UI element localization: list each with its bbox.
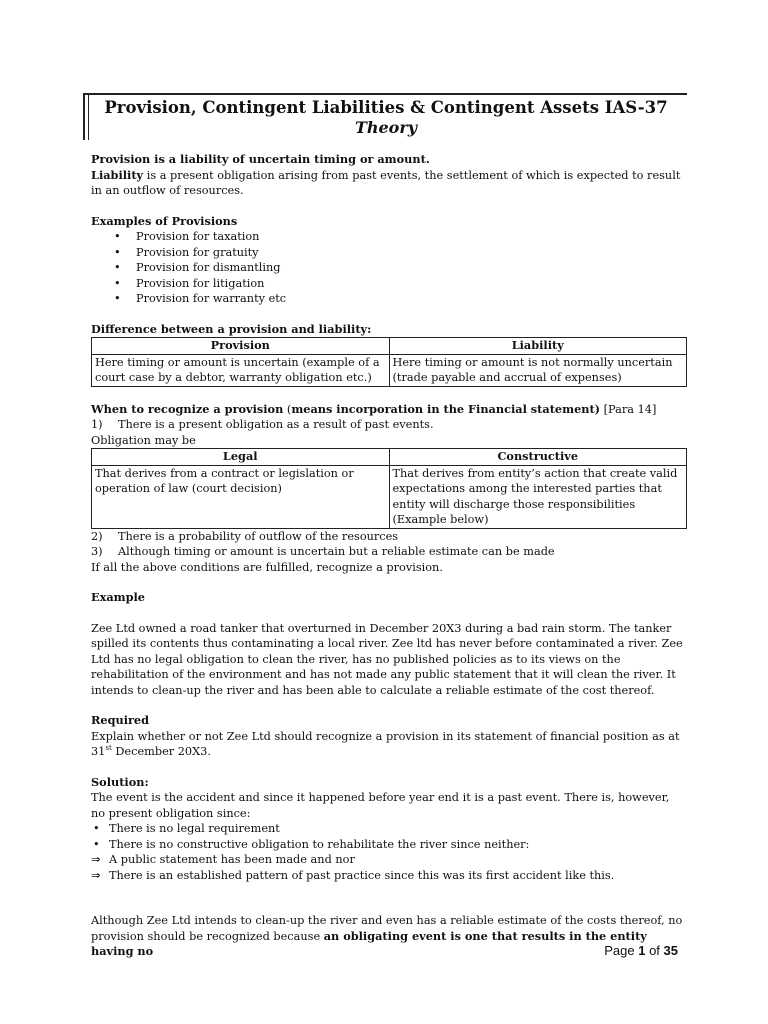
obligation-may-be: Obligation may be	[91, 433, 196, 447]
of-word: of	[645, 943, 664, 958]
table-row	[92, 354, 687, 386]
liability-def-text: is a present obligation arising from past events, the settlement of which is expected to result in an outflow of resources.	[91, 168, 681, 197]
condition-1	[91, 417, 687, 433]
difference-table	[91, 337, 687, 387]
table-header-row	[92, 338, 687, 355]
closing-bold: an obligating event is one that results in the entity having no	[91, 928, 647, 958]
liability-term: Liability	[91, 167, 144, 182]
closing-normal: Although Zee Ltd intends to clean-up the river and even has a reliable estimate of the costs thereof, no provision should be recognized because	[91, 914, 683, 943]
condition-3	[91, 544, 687, 560]
ordinal-suffix: st	[105, 744, 112, 753]
list-item: • Provision for warranty etc	[91, 291, 687, 307]
document-subtitle: Theory	[354, 118, 418, 137]
required-text-before: Explain whether or not Zee Ltd should recognize a provision in its statement of financial position as at 31	[91, 729, 680, 758]
table-row	[92, 465, 687, 528]
page-total: 35	[663, 943, 678, 958]
recognize-heading	[91, 402, 687, 418]
page-number: 1	[638, 943, 646, 958]
table-cell: Here timing or amount is uncertain (example of a court case by a debtor, warranty obligation etc.)	[92, 354, 390, 386]
table-cell: That derives from entity’s action that create valid expectations among the interested parties that entity will discharge those responsibilities (Example below)	[389, 465, 687, 528]
condition-number: 2)	[91, 529, 103, 543]
table-header: Liability	[389, 338, 687, 355]
solution-arrow-list	[91, 852, 687, 883]
example-text: Zee Ltd owned a road tanker that overturned in December 20X3 during a bad rain storm. The tanker spilled its contents thus contaminating a local river. Zee ltd has never before contaminated a river. Zee Ltd has no legal obligation to clean the river, has no published policies as to its views on the rehabilitation of the environment and has not made any public statement that it will clean the river. It intends to clean-up the river and has been able to calculate a reliable estimate of the cost thereof.	[91, 621, 683, 697]
solution-text: The event is the accident and since it happened before year end it is a past event. There is, however, no present obligation since:	[91, 791, 670, 820]
liability-definition	[91, 168, 687, 199]
document-title: Provision, Contingent Liabilities & Contingent Assets IAS-37	[104, 98, 668, 117]
recognize-heading-bold2: means incorporation in the Financial statement)	[291, 401, 601, 416]
required-text	[91, 729, 687, 760]
recognize-conclusion: If all the above conditions are fulfilled, recognize a provision.	[91, 560, 443, 574]
table-header: Constructive	[389, 449, 687, 466]
condition-text: Although timing or amount is uncertain but a reliable estimate can be made	[118, 545, 555, 558]
table-header: Legal	[92, 449, 390, 466]
page-footer	[604, 943, 678, 959]
examples-heading: Examples of Provisions	[91, 213, 238, 228]
provision-definition: Provision is a liability of uncertain timing or amount.	[91, 152, 430, 166]
list-item: • Provision for gratuity	[91, 245, 687, 261]
list-item: ⇒ There is an established pattern of past practice since this was its first accident like this.	[91, 868, 687, 884]
condition-number: 1)	[91, 418, 103, 431]
solution-closing	[91, 913, 687, 960]
list-item: • Provision for litigation	[91, 276, 687, 292]
page-word: Page	[604, 943, 639, 958]
condition-number: 3)	[91, 545, 103, 558]
table-cell: Here timing or amount is not normally uncertain (trade payable and accrual of expenses)	[389, 354, 687, 386]
recognize-para-ref: [Para 14]	[600, 402, 657, 416]
list-item: • There is no legal requirement	[91, 821, 687, 837]
recognize-heading-paren: (	[283, 402, 292, 416]
title-box	[83, 93, 687, 140]
list-item: ⇒ A public statement has been made and nor	[91, 852, 687, 868]
list-item: • There is no constructive obligation to rehabilitate the river since neither:	[91, 837, 687, 853]
examples-list	[91, 229, 687, 307]
condition-text: There is a probability of outflow of the resources	[118, 529, 399, 543]
document-body	[91, 152, 687, 960]
difference-heading: Difference between a provision and liability:	[91, 321, 372, 336]
list-item: • Provision for dismantling	[91, 260, 687, 276]
table-cell: That derives from a contract or legislation or operation of law (court decision)	[92, 465, 390, 528]
solution-bullets	[91, 821, 687, 852]
list-item: • Provision for taxation	[91, 229, 687, 245]
example-heading: Example	[91, 590, 145, 604]
obligation-table	[91, 448, 687, 529]
solution-heading: Solution:	[91, 774, 149, 789]
recognize-heading-bold: When to recognize a provision	[91, 401, 284, 416]
table-header: Provision	[92, 338, 390, 355]
required-text-after: December 20X3.	[111, 745, 211, 758]
condition-2	[91, 529, 687, 545]
required-heading: Required	[91, 713, 150, 727]
table-header-row	[92, 449, 687, 466]
condition-text: There is a present obligation as a result of past events.	[118, 418, 434, 431]
